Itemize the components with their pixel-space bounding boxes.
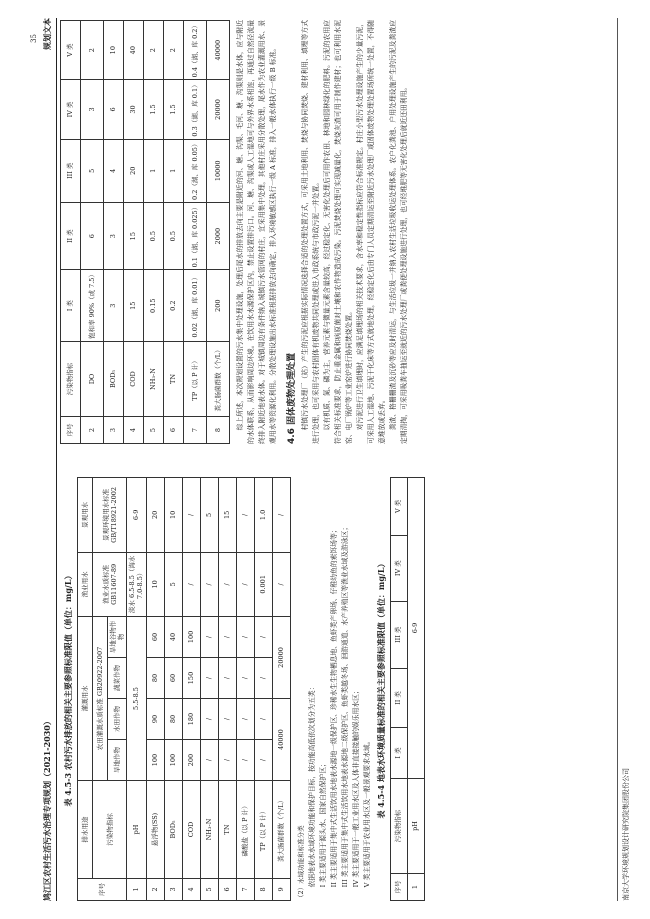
cell-value: / bbox=[200, 657, 218, 698]
th-class: I 类 bbox=[61, 270, 81, 342]
th-class: II 类 bbox=[61, 202, 81, 269]
cell-name: 磷酸盐（以 P 计） bbox=[236, 781, 254, 879]
cell-name: COD bbox=[124, 342, 144, 417]
cell-fishery: 10 bbox=[146, 552, 164, 616]
table-row bbox=[407, 478, 424, 901]
cell-landscape: 1.0 bbox=[254, 478, 272, 553]
table-row bbox=[124, 21, 144, 444]
class-item: V 类主要适用于农业用水区及一般景观要求水域。 bbox=[362, 737, 371, 888]
cell-name: 粪大肠菌群数（个/L） bbox=[207, 342, 230, 417]
table-row bbox=[146, 478, 164, 901]
cell-no: 6 bbox=[218, 878, 236, 900]
th-class: V 类 bbox=[390, 478, 407, 536]
cell-value: 30 bbox=[124, 80, 144, 139]
th-paddy-crop: 水田作物 bbox=[108, 699, 127, 740]
cell-name: TP（以 P 计） bbox=[254, 781, 272, 879]
cell-no: 3 bbox=[104, 417, 124, 444]
cell-name: BOD₅ bbox=[164, 781, 182, 879]
cell-no: 6 bbox=[164, 417, 184, 444]
th-pollutant: 污染物指标 bbox=[61, 342, 81, 417]
page-header bbox=[42, 18, 57, 901]
cell-value: / bbox=[200, 740, 218, 781]
cell-value: 15 bbox=[124, 202, 144, 269]
header-doc-type: 规划文本 bbox=[42, 18, 52, 50]
cell-value: 40 bbox=[124, 21, 144, 80]
cell-value: / bbox=[236, 699, 254, 740]
th-farm-standard: 农田灌溉水质标准 GB20922-2007 bbox=[93, 616, 108, 780]
cell-value: 20000 bbox=[272, 616, 290, 698]
table-row bbox=[164, 21, 184, 444]
cell-landscape: / bbox=[272, 478, 290, 553]
paragraph: 对污泥进行卫生填埋时，应满足填埋场的相关技术要求，含水率和稳定性指标应符合标准规定。村庄小型污水处理设施产生的少量污泥，可采用人工湿地、污泥干化床等方式就地处理，经稳定化后由专门人员定期清运至附近污水处理厂或固体废物处理处置场所统一处置，不得随意堆放或丢弃。 bbox=[356, 20, 386, 444]
cell-value: 15 bbox=[124, 270, 144, 342]
cell-value: 90 bbox=[146, 699, 164, 740]
cell-value: 2 bbox=[164, 21, 184, 80]
cell-fishery: / bbox=[182, 552, 200, 616]
cell-value: 5 bbox=[81, 139, 104, 202]
cell-name: COD bbox=[182, 781, 200, 879]
table-row bbox=[254, 478, 272, 901]
cell-name: 悬浮物(SS) bbox=[146, 781, 164, 879]
cell-name: TN bbox=[164, 342, 184, 417]
cell-value: / bbox=[254, 657, 272, 698]
cell-value: 2 bbox=[81, 21, 104, 80]
cell-value: 150 bbox=[182, 657, 200, 698]
cell-landscape: / bbox=[182, 478, 200, 553]
cell-value: 20000 bbox=[207, 80, 230, 139]
th-no: 序号 bbox=[61, 417, 81, 444]
cell-value: 40000 bbox=[207, 21, 230, 80]
th-class: V 类 bbox=[61, 21, 81, 80]
class-item: III 类主要适用于集中式生活饮用水地表水源地二级保护区、鱼虾类越冬场、洄游通道、水产养殖区等渔业水域及游泳区； bbox=[340, 523, 349, 888]
th-dry-crop: 旱地作物 bbox=[108, 740, 127, 781]
cell-landscape: / bbox=[236, 478, 254, 553]
th-land-standard: 景观环境用水标准 GB/T18921-2002 bbox=[93, 478, 127, 553]
page-number: 35 bbox=[30, 34, 38, 43]
class-item: I 类主要适用于源头水、国家自然保护区； bbox=[318, 760, 327, 888]
cell-name: BOD₅ bbox=[104, 342, 124, 417]
table-row bbox=[236, 478, 254, 901]
cell-no: 2 bbox=[146, 878, 164, 900]
cell-no: 9 bbox=[272, 878, 290, 900]
surface-water-table-head bbox=[390, 477, 425, 901]
section-heading: （2）水域功能和标准分类 bbox=[296, 825, 305, 901]
cell-no: 7 bbox=[236, 878, 254, 900]
table-row bbox=[127, 478, 146, 901]
cell-landscape: 10 bbox=[164, 478, 182, 553]
cell-name: pH bbox=[407, 779, 424, 874]
table-row bbox=[61, 21, 81, 444]
th-landscape: 景观用水 bbox=[78, 478, 93, 553]
cell-value: 0.5 bbox=[144, 202, 164, 269]
right-column bbox=[60, 20, 410, 444]
th-class: II 类 bbox=[390, 668, 407, 727]
cell-value: 6 bbox=[81, 202, 104, 269]
cell-no: 2 bbox=[81, 417, 104, 444]
cell-value: / bbox=[254, 740, 272, 781]
cell-no: 8 bbox=[207, 417, 230, 444]
cell-irrigation: 5.5-8.5 bbox=[127, 616, 146, 780]
cell-value: 0.02（湖、库 0.01） bbox=[184, 270, 207, 342]
th-class: IV 类 bbox=[390, 535, 407, 601]
cell-value: 80 bbox=[164, 699, 182, 740]
table-row bbox=[200, 478, 218, 901]
cell-value: 0.5 bbox=[164, 202, 184, 269]
cell-fishery: 淡水 6.5-8.5（海水 7.0-8.5） bbox=[127, 552, 146, 616]
cell-landscape: 15 bbox=[218, 478, 236, 553]
table-row bbox=[184, 21, 207, 444]
th-dry-grain: 旱地谷物作物 bbox=[108, 616, 127, 657]
cell-value: / bbox=[200, 616, 218, 657]
cell-landscape: 20 bbox=[146, 478, 164, 553]
cell-value: 1 bbox=[164, 139, 184, 202]
th-pollutant: 污染物指标 bbox=[390, 779, 407, 874]
cell-value: / bbox=[254, 699, 272, 740]
cell-value: 100 bbox=[146, 740, 164, 781]
table-row bbox=[207, 21, 230, 444]
cell-value: 2000 bbox=[207, 202, 230, 269]
cell-value: / bbox=[254, 616, 272, 657]
cell-no: 4 bbox=[124, 417, 144, 444]
header-title: 鸠江区农村生活污水治理专项规划（2021-2030） bbox=[42, 717, 52, 901]
cell-value: 10 bbox=[104, 21, 124, 80]
cell-value: 40000 bbox=[272, 699, 290, 781]
cell-value: / bbox=[218, 657, 236, 698]
cell-name: TP（以 P 计） bbox=[184, 342, 207, 417]
th-pollutant: 污染物指标 bbox=[93, 781, 127, 879]
cell-value: 60 bbox=[146, 616, 164, 657]
table-row bbox=[182, 478, 200, 901]
th-class: III 类 bbox=[61, 139, 81, 202]
cell-value: 20 bbox=[124, 139, 144, 202]
cell-fishery: / bbox=[200, 552, 218, 616]
cell-value: 3 bbox=[104, 270, 124, 342]
cell-no: 4 bbox=[182, 878, 200, 900]
cell-value: 1 bbox=[144, 139, 164, 202]
cell-name: NH₃-N bbox=[144, 342, 164, 417]
cell-value: 0.2 bbox=[164, 270, 184, 342]
paragraph: 粪渣、格栅栅渣及沉砂等应及时清运，与生活垃圾一并纳入农村生活垃圾收运处理体系。农户化粪池、户用处理设施产生的污泥及粪渣应定期清掏，可采用吸粪车抽运至就近的污水处理厂或粪便处理设施进行处理，也可经堆肥等无害化处理后就近还田利用。 bbox=[389, 20, 408, 444]
cell-value: 3 bbox=[104, 202, 124, 269]
cell-value: 0.3（湖、库 0.1） bbox=[184, 80, 207, 139]
cell-fishery: / bbox=[236, 552, 254, 616]
cell-value: 0.15 bbox=[144, 270, 164, 342]
footer-org: 南京大学环境规划设计研究院集团股份公司 bbox=[622, 768, 630, 901]
cell-value: 100 bbox=[182, 616, 200, 657]
paragraph: 以有机质、氮、磷为主，营养元素与微量元素含量较高，经过稳定化、无害化处理后可用作农田、林地和园林绿化的肥料。污泥的农用应符合相关标准要求，防止重金属和病原菌对土壤和农作物造成污染。污泥焚烧处理可实现减量化，焚烧灰渣可用于制作建材；也可利用水泥窑、电厂锅炉等工业窑炉进行协同焚烧处置。 bbox=[323, 20, 353, 444]
table2-caption: 表 4.5-4 地表水环境质量标准的相关主要参照标准限值（单位：mg/L） bbox=[375, 559, 386, 819]
cell-no: 1 bbox=[127, 878, 146, 900]
cell-value: / bbox=[218, 699, 236, 740]
cell-value: 6-9 bbox=[407, 478, 424, 779]
cell-name: pH bbox=[127, 781, 146, 879]
cell-name: DO bbox=[81, 342, 104, 417]
cell-fishery: 5 bbox=[164, 552, 182, 616]
th-fish-standard: 渔业水质标准 GB11607-89 bbox=[93, 552, 127, 616]
paragraph: 依据地表水水域环境功能和保护目标，按功能高低依次划分为五类： bbox=[307, 683, 316, 888]
cell-value: 6 bbox=[104, 80, 124, 139]
cell-value: 饱和率 90%（或 7.5） bbox=[81, 270, 104, 342]
cell-value: 0.1（湖、库 0.025） bbox=[184, 202, 207, 269]
th-class: IV 类 bbox=[61, 80, 81, 139]
table-row bbox=[164, 478, 182, 901]
table-row bbox=[272, 478, 290, 901]
class-item: IV 类主要适用于一般工业用水区及人体非直接接触的娱乐用水区； bbox=[351, 687, 360, 888]
table-row bbox=[81, 21, 104, 444]
left-column bbox=[60, 477, 425, 901]
th-irrigation: 灌溉用水 bbox=[78, 616, 93, 780]
cell-value: 1.5 bbox=[164, 80, 184, 139]
cell-value: / bbox=[218, 616, 236, 657]
cell-value: 60 bbox=[164, 657, 182, 698]
cell-value: / bbox=[236, 657, 254, 698]
cell-value: 180 bbox=[182, 699, 200, 740]
cell-no: 5 bbox=[144, 417, 164, 444]
cell-value: 40 bbox=[164, 616, 182, 657]
cell-name: NH₃-N bbox=[200, 781, 218, 879]
surface-water-table-continued bbox=[60, 20, 230, 444]
cell-value: 1.5 bbox=[144, 80, 164, 139]
table-row bbox=[218, 478, 236, 901]
cell-value: 10000 bbox=[207, 139, 230, 202]
cell-value: 200 bbox=[182, 740, 200, 781]
cell-value: 2 bbox=[144, 21, 164, 80]
cell-value: 3 bbox=[81, 80, 104, 139]
th-vegetable-crop: 蔬菜作物 bbox=[108, 657, 127, 698]
cell-value: 100 bbox=[164, 740, 182, 781]
standards-table bbox=[77, 477, 291, 901]
table-row bbox=[390, 478, 407, 901]
cell-landscape: 5 bbox=[200, 478, 218, 553]
table-row bbox=[144, 21, 164, 444]
section-title: 4.6 固体废物处理处置 bbox=[287, 352, 297, 444]
cell-value: / bbox=[218, 740, 236, 781]
cell-value: / bbox=[236, 740, 254, 781]
table1-caption: 表 4.5-3 农村污水排放的相关主要参照标准限值（单位：mg/L） bbox=[63, 571, 73, 807]
cell-value: / bbox=[236, 616, 254, 657]
th-use: 排水用途 bbox=[78, 781, 93, 879]
th-class: III 类 bbox=[390, 601, 407, 668]
cell-landscape: 6-9 bbox=[127, 478, 146, 553]
table-row bbox=[78, 478, 93, 901]
th-fishery: 渔业用水 bbox=[78, 552, 93, 616]
cell-value: 80 bbox=[146, 657, 164, 698]
cell-value: 4 bbox=[104, 139, 124, 202]
cell-no: 8 bbox=[254, 878, 272, 900]
cell-name: 粪大肠菌群数（个/L） bbox=[272, 781, 290, 879]
table-row bbox=[93, 478, 108, 901]
table-row bbox=[104, 21, 124, 444]
cell-value: 0.4（湖、库 0.2） bbox=[184, 21, 207, 80]
cell-value: 200 bbox=[207, 270, 230, 342]
cell-no: 7 bbox=[184, 417, 207, 444]
cell-no: 3 bbox=[164, 878, 182, 900]
th-no: 序号 bbox=[390, 874, 407, 901]
cell-no: 1 bbox=[407, 874, 424, 901]
cell-fishery: 0.001 bbox=[254, 552, 272, 616]
th-no: 序号 bbox=[78, 878, 127, 900]
class-item: II 类主要适用于集中式生活饮用水地表水源地一级保护区、珍稀水生生物栖息地、鱼虾类产卵场、仔稚幼鱼的索饵场等； bbox=[329, 526, 338, 888]
page-footer bbox=[617, 18, 630, 901]
cell-name: TN bbox=[218, 781, 236, 879]
cell-fishery: / bbox=[218, 552, 236, 616]
cell-no: 5 bbox=[200, 878, 218, 900]
cell-fishery: / bbox=[272, 552, 290, 616]
th-class: I 类 bbox=[390, 727, 407, 778]
cell-value: / bbox=[200, 699, 218, 740]
paragraph: 综上所述，本次规划设置的污水集中处理设施，处理后尾水的排放去向主要是附近的河、塘、沟渠、毛河、塘、沟渠则是水体，应与附近的水体联系，从而影响周边环境。在饮用水水源保护区内，禁止设置排污口。河、塘、沟渠或人工湿地可与外界水系相连，再通过自然径流最终排入附近地表水体。对于城镇周边有条件纳入城镇污水管网的村庄，宜采用集中处理，其他村庄采用分散处理，尾水作为农业灌溉用水、景观用水等资源化利用。分散处理设施出水标准根据排放去向确定，排入环境敏感区执行一级 A 标准，排入一般水体执行一级 B 标准。 bbox=[236, 20, 277, 444]
cell-value: 0.2（湖、库 0.05） bbox=[184, 139, 207, 202]
paragraph: 村镇污水处理厂（站）产生的污泥应根据实际情况选择合适的处理处置方式，可采用土地利用、焚烧与协同焚烧、建材利用、填埋等方式进行处理，也可采用与农村固体有机废物共同处理或进入市政系统与市政污泥一并处置。 bbox=[301, 20, 320, 444]
